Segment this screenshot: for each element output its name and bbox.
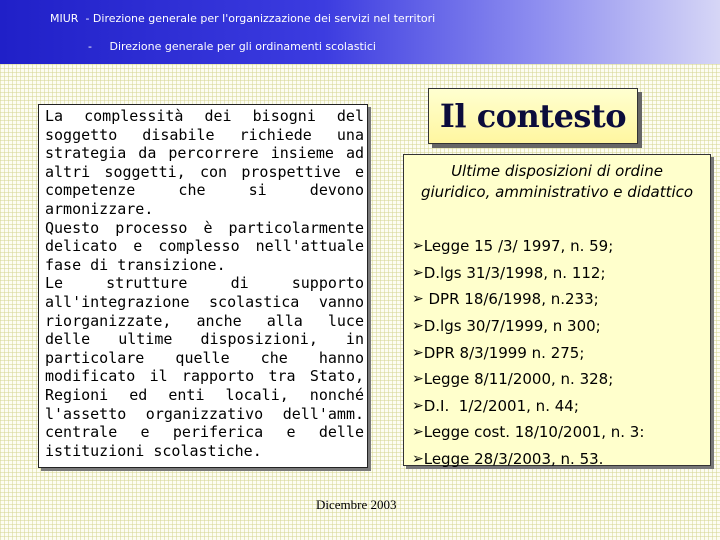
header-text-2: Direzione generale per gli ordinamenti scolastici	[109, 40, 376, 53]
list-item	[412, 286, 644, 313]
list-item	[412, 339, 644, 366]
arrow-bullet-icon: ➢	[412, 291, 424, 308]
header-text-1: Direzione generale per l'organizzazione dei servizi nel territori	[92, 12, 436, 25]
arrow-bullet-icon: ➢	[412, 451, 424, 468]
list-item	[412, 233, 644, 260]
header-line-1	[50, 12, 435, 25]
regulations-subtitle	[404, 161, 710, 203]
law-text: Legge 28/3/2003, n. 53.	[423, 450, 604, 469]
law-text: D.lgs 31/3/1998, n. 112;	[423, 263, 606, 282]
subtitle-line-2: giuridico, amministrativo e didattico	[420, 183, 694, 201]
paragraph-1: La complessità dei bisogni del soggetto disabile richiede una strategia da percorrere insieme ad altri soggetti, con prospettive e competenze che si devono armonizzare.	[45, 107, 364, 218]
header-line-2	[88, 40, 376, 53]
list-item	[412, 260, 644, 287]
law-text: Legge 15 /3/ 1997, n. 59;	[423, 237, 614, 256]
page-title: Il contesto	[439, 97, 627, 135]
arrow-bullet-icon: ➢	[412, 424, 424, 441]
arrow-bullet-icon: ➢	[412, 264, 424, 281]
header-bar	[0, 0, 720, 64]
header-dash-1: -	[85, 12, 90, 25]
list-item	[412, 393, 644, 420]
context-description	[45, 107, 364, 460]
law-text: D.lgs 30/7/1999, n 300;	[423, 317, 601, 336]
list-item	[412, 313, 644, 340]
law-text: DPR 18/6/1998, n.233;	[423, 290, 599, 309]
list-item	[412, 366, 644, 393]
title-box	[428, 88, 638, 144]
arrow-bullet-icon: ➢	[412, 318, 424, 335]
arrow-bullet-icon: ➢	[412, 371, 424, 388]
header-dash-2: -	[88, 40, 92, 53]
law-text: D.I. 1/2/2001, n. 44;	[423, 396, 579, 415]
arrow-bullet-icon: ➢	[412, 238, 424, 255]
regulations-list	[412, 233, 644, 472]
law-text: Legge 8/11/2000, n. 328;	[423, 370, 614, 389]
list-item	[412, 419, 644, 446]
footer-date: Dicembre 2003	[316, 497, 397, 512]
arrow-bullet-icon: ➢	[412, 397, 424, 414]
header-prefix: MIUR	[50, 12, 79, 25]
subtitle-line-1: Ultime disposizioni di ordine	[451, 162, 663, 180]
paragraph-2: Questo processo è particolarmente delicato e complesso nell'attuale fase di transizione.	[45, 218, 364, 274]
list-item	[412, 446, 644, 473]
law-text: Legge cost. 18/10/2001, n. 3:	[423, 423, 645, 442]
regulations-box	[403, 154, 711, 469]
context-description-box	[38, 104, 368, 468]
arrow-bullet-icon: ➢	[412, 344, 424, 361]
paragraph-3: Le strutture di supporto all'integrazione scolastica vanno riorganizzate, anche alla luce delle ultime disposizioni, in particolare quelle che hanno modificato il rapporto tra Stato, Regioni ed enti locali, nonché l'assetto organizzativo dell'amm. centrale e periferica e delle istituzioni scolastiche.	[45, 274, 364, 460]
law-text: DPR 8/3/1999 n. 275;	[423, 343, 585, 362]
